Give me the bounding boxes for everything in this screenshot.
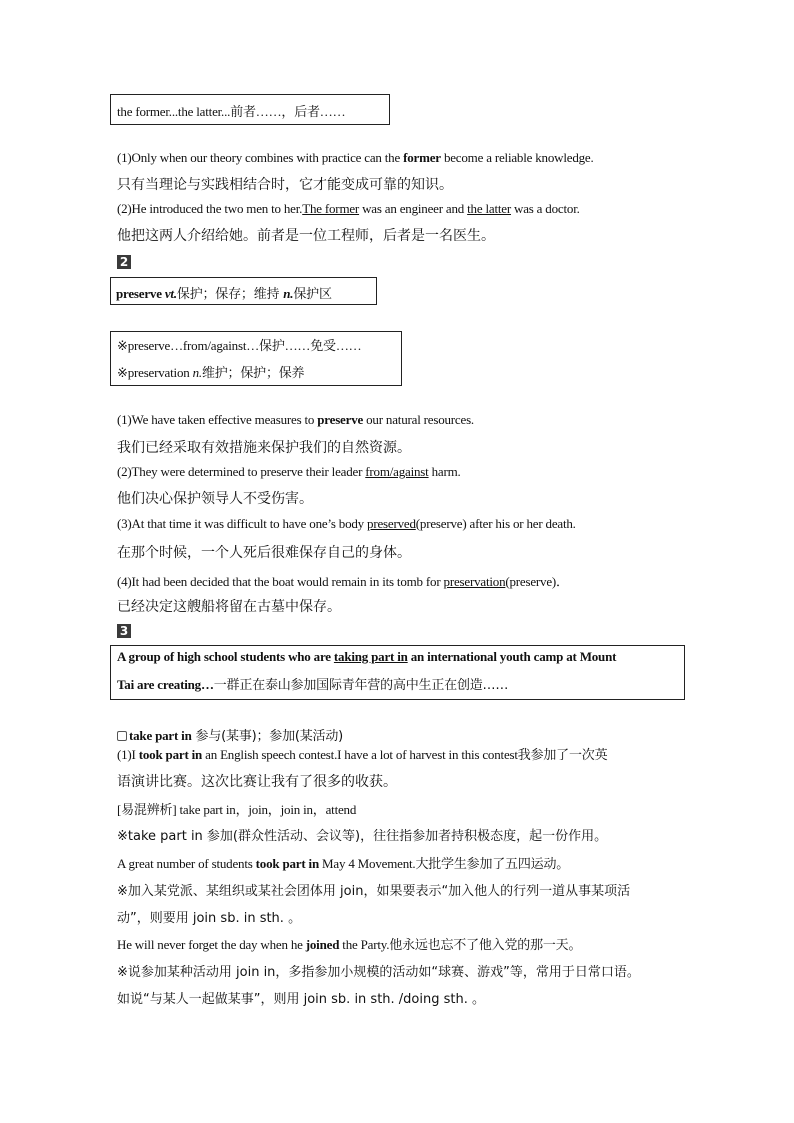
sentence-box	[110, 645, 685, 700]
heading-bullet-icon	[117, 731, 127, 741]
note-join-in-line-1: ※说参加某种活动用 join in，多指参加小规模的活动如“球赛、游戏”等，常用于日常口语。	[117, 965, 640, 980]
take-part-example-en: (1)I took part in an English speech contest.I have a lot of harvest in this contest我参加了一次英	[117, 747, 608, 762]
preserve-example-4-en: (4)It had been decided that the boat would remain in its tomb for preservation(preserve)．	[117, 574, 569, 589]
preserve-example-3-zh: 在那个时候，一个人死后很难保存自己的身体。	[117, 545, 411, 561]
phrase-box-former-latter	[110, 94, 390, 125]
note-join-in-line-2: 如说“与某人一起做某事”，则用 join sb. in sth. /doing sth. 。	[117, 992, 485, 1007]
take-part-in-heading: take part in 参与(某事)；参加(某活动)	[117, 725, 343, 744]
example-joined-party: He will never forget the day when he joined the Party.他永远也忘不了他入党的那一天。	[117, 937, 582, 952]
phrase-box-text: the former...the latter...前者……，后者……	[117, 104, 346, 119]
sentence-line-1: A group of high school students who are taking part in an international youth camp at Mount	[117, 649, 617, 664]
preserve-example-1-en: (1)We have taken effective measures to preserve our natural resources.	[117, 412, 474, 427]
word-box-text: preserve vt.保护；保存；维持 n.保护区	[116, 286, 332, 302]
preserve-example-2-en: (2)They were determined to preserve their leader from/against harm.	[117, 464, 461, 479]
preserve-example-1-zh: 我们已经采取有效措施来保护我们的自然资源。	[117, 440, 411, 456]
note-join-line-1: ※加入某党派、某组织或某社会团体用 join，如果要表示“加入他人的行列一道从事某项活	[117, 884, 631, 899]
word-box-preserve	[110, 277, 377, 305]
example-2-zh: 他把这两人介绍给她。前者是一位工程师，后者是一名医生。	[117, 228, 495, 244]
preserve-example-4-zh: 已经决定这艘船将留在古墓中保存。	[117, 599, 341, 615]
take-part-example-zh: 语演讲比赛。这次比赛让我有了很多的收获。	[117, 774, 397, 790]
derivative-box	[110, 331, 402, 386]
preserve-example-3-en: (3)At that time it was difficult to have one’s body preserved(preserve) after his or her death.	[117, 516, 576, 531]
example-1-en: (1)Only when our theory combines with practice can the former become a reliable knowledge.	[117, 150, 594, 165]
example-2-en: (2)He introduced the two men to her.The former was an engineer and the latter was a doctor.	[117, 201, 580, 216]
derivative-line-2: ※preservation n.维护；保护；保养	[117, 365, 305, 380]
sentence-line-2: Tai are creating…一群正在泰山参加国际青年营的高中生正在创造……	[117, 677, 509, 693]
example-may-4: A great number of students took part in May 4 Movement.大批学生参加了五四运动。	[117, 856, 570, 871]
confusion-tip: [易混辨析] take part in，join，join in，attend	[117, 802, 357, 817]
section-number-2: 2	[117, 255, 131, 269]
section-number-3: 3	[117, 624, 131, 638]
note-join-line-2: 动”，则要用 join sb. in sth. 。	[117, 911, 302, 926]
note-take-part-in: ※take part in 参加(群众性活动、会议等)，往往指参加者持积极态度，起一份作用。	[117, 829, 608, 844]
preserve-example-2-zh: 他们决心保护领导人不受伤害。	[117, 491, 313, 507]
derivative-line-1: ※preserve…from/against…保护……免受……	[117, 338, 362, 353]
example-1-zh: 只有当理论与实践相结合时，它才能变成可靠的知识。	[117, 177, 453, 193]
